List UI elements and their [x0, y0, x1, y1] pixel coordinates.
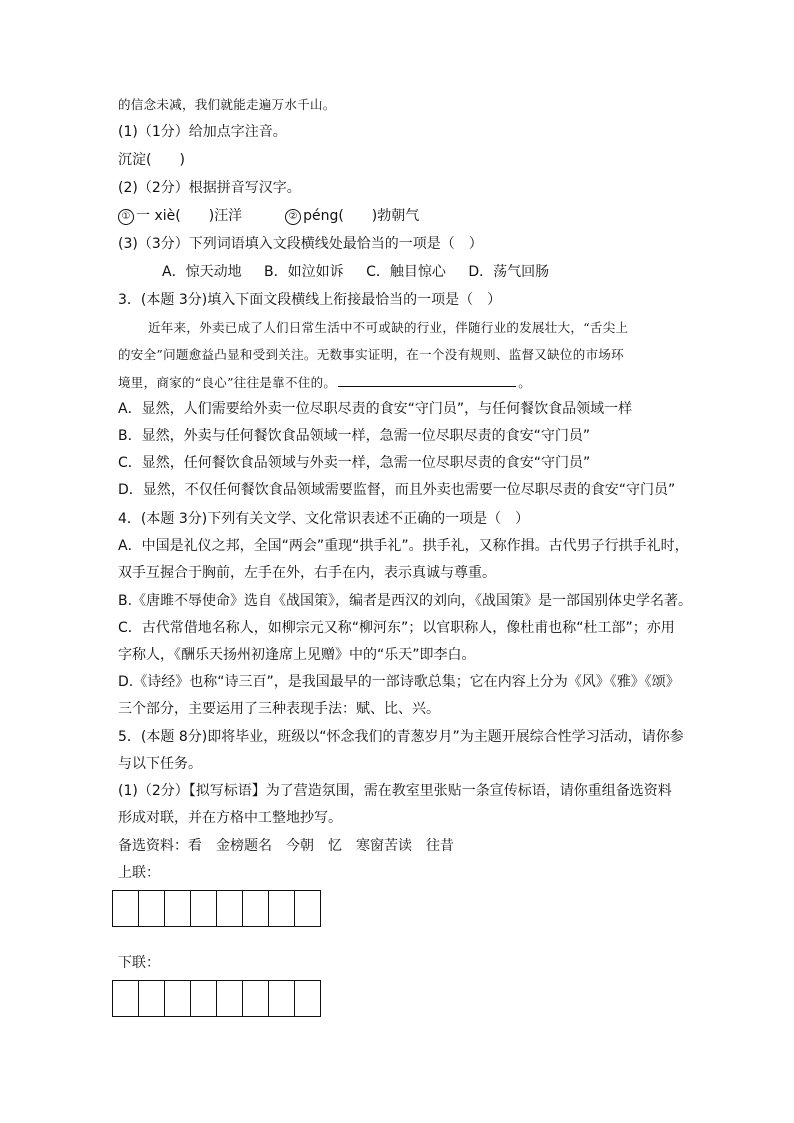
q4-option-c-line-1: C．古代常借地名称人，如柳宗元又称“柳河东”；以官职称人，像杜甫也称“杜工部”；亦用 [118, 620, 675, 636]
q2-item-1: 一 xiè( )汪洋 [136, 208, 243, 224]
q1-item-chendian: 沉淀( ) [118, 152, 185, 168]
q3-option-a: A．显然，人们需要给外卖一位尽职尽责的食安“守门员”，与任何餐饮食品领域一样 [118, 401, 633, 417]
q2-instruction: (2)（2分）根据拼音写汉字。 [118, 180, 301, 196]
q3-instruction: (3)（3分）下列词语填入文段横线处最恰当的一项是（ ） [118, 236, 483, 252]
passage-line-3-end: 。 [518, 375, 531, 390]
circled-number-1: ① [118, 209, 134, 225]
q3-option-d: D．显然，不仅任何餐饮食品领域需要监督，而且外卖也需要一位尽职尽责的食安“守门员” [118, 482, 676, 498]
lower-couplet-grid [112, 980, 321, 1017]
option-c: C．触目惊心 [366, 264, 446, 280]
option-b: B．如泣如诉 [264, 264, 344, 280]
q4-option-d-line-1: D.《诗经》也称“诗三百”，是我国最早的一部诗歌总集；它在内容上分为《风》《雅》《颂》 [118, 674, 680, 690]
lower-grid-cell[interactable] [269, 981, 295, 1017]
q4-option-b: B.《唐雎不辱使命》选自《战国策》，编者是西汉的刘向，《战国策》是一部国别体史学名著。 [118, 593, 693, 609]
lower-grid-cell[interactable] [217, 981, 243, 1017]
passage-line-2: 的安全”问题愈益凸显和受到关注。无数事实证明，在一个没有规则、监督又缺位的市场环 [118, 347, 624, 362]
upper-grid-cell[interactable] [191, 891, 217, 927]
q4-option-c-line-2: 字称人，《酬乐天扬州初逢席上见赠》中的“乐天”即李白。 [118, 647, 476, 663]
q4-option-d-line-2: 三个部分，主要运用了三种表现手法：赋、比、兴。 [118, 701, 440, 717]
q4-option-a-line-1: A．中国是礼仪之邦，全国“两会”重现“拱手礼”。拱手礼，又称作揖。古代男子行拱手礼时， [118, 538, 689, 554]
question-5-title: 5．(本题 8分)即将毕业，班级以“怀念我们的青葱岁月”为主题开展综合性学习活动，请你参 [118, 729, 684, 745]
passage-line-3-text: 境里，商家的“良心”往往是靠不住的。 [118, 375, 337, 390]
upper-grid-cell[interactable] [139, 891, 165, 927]
lower-grid-cell[interactable] [139, 981, 165, 1017]
q5-task-1-line-2: 形成对联，并在方格中工整地抄写。 [118, 810, 342, 826]
lower-grid-cell[interactable] [295, 981, 321, 1017]
passage-end-line: 的信念未减，我们就能走遍万水千山。 [118, 97, 336, 112]
upper-grid-cell[interactable] [243, 891, 269, 927]
q1-instruction: (1)（1分）给加点字注音。 [118, 124, 287, 140]
q2-item-2: péng( )勃朝气 [303, 208, 420, 224]
passage-line-1: 近年来，外卖已成了人们日常生活中不可或缺的行业，伴随行业的发展壮大，“舌尖上 [148, 320, 629, 335]
lower-couplet-label: 下联： [118, 955, 160, 971]
lower-grid-cell[interactable] [165, 981, 191, 1017]
question-4-title: 4．(本题 3分)下列有关文学、文化常识表述不正确的一项是（ ） [118, 511, 530, 527]
passage-line-3 [118, 372, 531, 393]
q3-options [162, 262, 567, 282]
upper-couplet-label: 上联： [118, 865, 160, 881]
upper-grid-cell[interactable] [269, 891, 295, 927]
q3-option-b: B．显然，外卖与任何餐饮食品领域一样，急需一位尽职尽责的食安“守门员” [118, 428, 591, 444]
upper-grid-cell[interactable] [217, 891, 243, 927]
lower-grid-cell[interactable] [113, 981, 139, 1017]
q2-items [118, 206, 419, 226]
q4-option-a-line-2: 双手互握合于胸前，左手在外，右手在内，表示真诚与尊重。 [118, 565, 496, 581]
lower-grid-cell[interactable] [243, 981, 269, 1017]
option-d: D．荡气回肠 [468, 264, 550, 280]
upper-couplet-grid [112, 890, 321, 927]
answer-blank [338, 372, 516, 387]
q3-option-c: C．显然，任何餐饮食品领域与外卖一样，急需一位尽职尽责的食安“守门员” [118, 455, 591, 471]
upper-grid-cell[interactable] [165, 891, 191, 927]
upper-grid-cell[interactable] [295, 891, 321, 927]
circled-number-2: ② [285, 209, 301, 225]
option-a: A．惊天动地 [162, 264, 242, 280]
q5-task-1-line-1: (1)（2分）【拟写标语】为了营造氛围，需在教室里张贴一条宣传标语，请你重组备选资料 [118, 783, 672, 799]
question-3-title: 3．(本题 3分)填入下面文段横线上衔接最恰当的一项是（ ） [118, 292, 502, 308]
lower-grid-cell[interactable] [191, 981, 217, 1017]
upper-grid-cell[interactable] [113, 891, 139, 927]
q5-materials: 备选资料：看 金榜题名 今朝 忆 寒窗苦读 往昔 [118, 838, 454, 854]
question-5-title-cont: 与以下任务。 [118, 756, 202, 772]
